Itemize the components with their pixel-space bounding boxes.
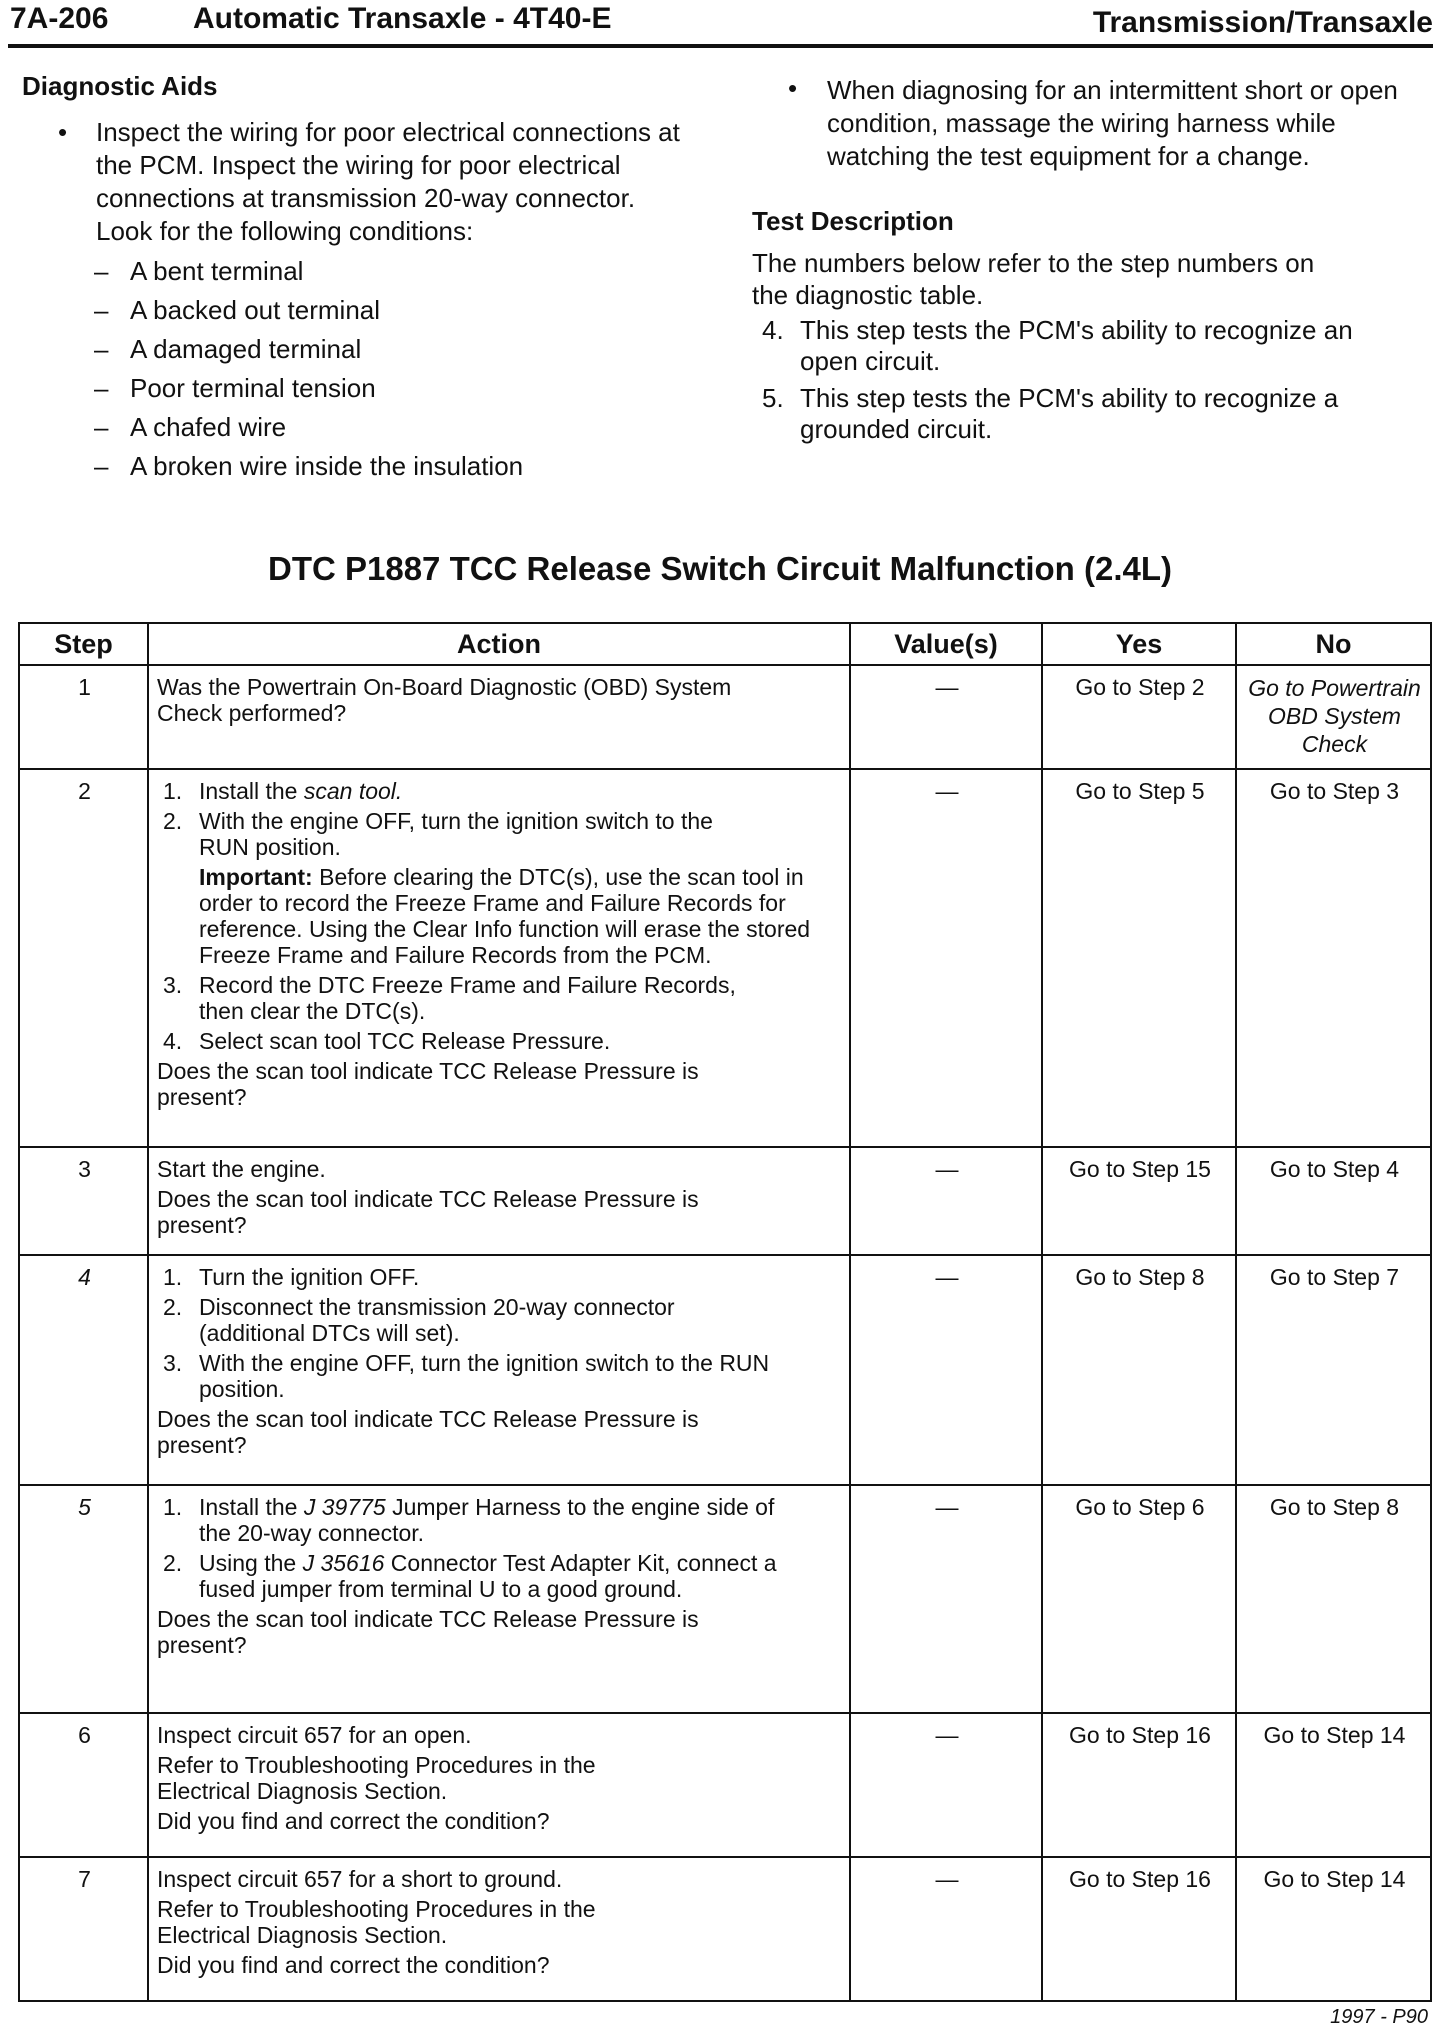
no-cell: Go to Step 14 bbox=[1236, 1857, 1431, 2001]
diagnostic-aids-heading: Diagnostic Aids bbox=[22, 71, 218, 101]
diagnostic-aids bbox=[22, 70, 742, 486]
table-row bbox=[19, 1713, 1431, 1857]
substep: 1. Turn the ignition OFF. bbox=[163, 1264, 420, 1290]
section-title: Transmission/Transaxle bbox=[1092, 6, 1433, 39]
yes-cell: Go to Step 16 bbox=[1042, 1713, 1236, 1857]
question: Does the scan tool indicate TCC Release Pressure is present? bbox=[157, 1406, 699, 1458]
tool-name: J 35616 bbox=[302, 1550, 385, 1576]
yes-cell: Go to Step 2 bbox=[1042, 665, 1236, 769]
question: Does the scan tool indicate TCC Release Pressure is present? bbox=[157, 1058, 699, 1110]
list-item: 4. This step tests the PCM's ability to recognize an open circuit. bbox=[762, 315, 1353, 376]
substep: 4. Select scan tool TCC Release Pressure. bbox=[163, 1028, 611, 1054]
no-cell: Go to Step 3 bbox=[1236, 769, 1431, 1147]
condition-list bbox=[22, 252, 742, 486]
table-row bbox=[19, 1147, 1431, 1255]
substep: 2. Disconnect the transmission 20-way connector (additional DTCs will set). bbox=[163, 1294, 675, 1346]
bullet-icon: • bbox=[58, 117, 68, 147]
substep: 1. Install the scan tool. bbox=[163, 778, 403, 804]
manual-title: Automatic Transaxle - 4T40-E bbox=[193, 2, 612, 35]
step-number: 3 bbox=[19, 1147, 148, 1255]
refer-text: Refer to Troubleshooting Procedures in the Electrical Diagnosis Section. bbox=[157, 1896, 596, 1948]
substep: 1. Install the J 39775 Jumper Harness to the engine side of the 20-way connector. bbox=[163, 1494, 775, 1546]
value-cell: — bbox=[850, 1857, 1042, 2001]
table-title: DTC P1887 TCC Release Switch Circuit Malfunction (2.4L) bbox=[267, 550, 1173, 587]
tool-name: J 39775 bbox=[303, 1494, 386, 1520]
list-item: – A broken wire inside the insulation bbox=[94, 451, 524, 481]
bullet-icon: • bbox=[788, 73, 798, 103]
right-column bbox=[752, 74, 1412, 451]
no-cell: Go to Step 4 bbox=[1236, 1147, 1431, 1255]
step-number: 4 bbox=[19, 1255, 148, 1485]
table-header-row bbox=[19, 623, 1431, 665]
header-yes: Yes bbox=[1042, 623, 1236, 665]
substep: 3. With the engine OFF, turn the ignition switch to the RUN position. bbox=[163, 1350, 770, 1402]
table-row bbox=[19, 665, 1431, 769]
test-description-intro: The numbers below refer to the step numbers on the diagnostic table. bbox=[752, 248, 1315, 310]
no-cell bbox=[1236, 665, 1431, 769]
question: Did you find and correct the condition? bbox=[157, 1808, 550, 1834]
action-text: Inspect circuit 657 for a short to ground. bbox=[157, 1866, 563, 1892]
yes-cell: Go to Step 15 bbox=[1042, 1147, 1236, 1255]
no-link: Go to Powertrain OBD System Check bbox=[1248, 675, 1421, 757]
header-values: Value(s) bbox=[850, 623, 1042, 665]
table-row bbox=[19, 1857, 1431, 2001]
question: Did you find and correct the condition? bbox=[157, 1952, 550, 1978]
page-number: 7A-206 bbox=[10, 2, 109, 35]
table-row bbox=[19, 769, 1431, 1147]
value-cell: — bbox=[850, 1713, 1042, 1857]
step-number: 7 bbox=[19, 1857, 148, 2001]
action-cell bbox=[148, 1147, 850, 1255]
substep: 2. With the engine OFF, turn the ignition switch to the RUN position. bbox=[163, 808, 713, 860]
intermittent-bullet: • When diagnosing for an intermittent short or open condition, massage the wiring harness while watching the test equipment for a change. bbox=[788, 73, 1398, 171]
value-cell: — bbox=[850, 1147, 1042, 1255]
question: Does the scan tool indicate TCC Release Pressure is present? bbox=[157, 1606, 699, 1658]
step-number: 1 bbox=[19, 665, 148, 769]
header-step: Step bbox=[19, 623, 148, 665]
list-item: 5. This step tests the PCM's ability to recognize a grounded circuit. bbox=[762, 383, 1339, 444]
list-item: – A bent terminal bbox=[94, 256, 304, 286]
refer-text: Refer to Troubleshooting Procedures in the Electrical Diagnosis Section. bbox=[157, 1752, 596, 1804]
table-row bbox=[19, 1485, 1431, 1713]
test-description bbox=[752, 205, 1412, 445]
value-cell: — bbox=[850, 665, 1042, 769]
diagnostic-table bbox=[18, 622, 1432, 2002]
list-item: – A damaged terminal bbox=[94, 334, 362, 364]
page-footer: 1997 - P90 bbox=[1330, 2006, 1428, 2028]
list-item: – A backed out terminal bbox=[94, 295, 381, 325]
action-cell bbox=[148, 1713, 850, 1857]
action-cell bbox=[148, 1255, 850, 1485]
question: Does the scan tool indicate TCC Release Pressure is present? bbox=[157, 1186, 699, 1238]
no-cell: Go to Step 7 bbox=[1236, 1255, 1431, 1485]
action-cell bbox=[148, 769, 850, 1147]
action-cell bbox=[148, 1485, 850, 1713]
yes-cell: Go to Step 16 bbox=[1042, 1857, 1236, 2001]
action-text: Start the engine. bbox=[157, 1156, 326, 1182]
list-item: – Poor terminal tension bbox=[94, 373, 376, 403]
wiring-bullet-text: Inspect the wiring for poor electrical connections at the PCM. Inspect the wiring for poor electrical connections at transmission 20-way connector. Look for the following conditions: bbox=[96, 117, 680, 246]
step-number: 6 bbox=[19, 1713, 148, 1857]
page-header bbox=[8, 0, 1433, 52]
no-cell: Go to Step 8 bbox=[1236, 1485, 1431, 1713]
value-cell: — bbox=[850, 1485, 1042, 1713]
wiring-bullet bbox=[22, 116, 696, 248]
list-item: – A chafed wire bbox=[94, 412, 287, 442]
header-no: No bbox=[1236, 623, 1431, 665]
yes-cell: Go to Step 8 bbox=[1042, 1255, 1236, 1485]
question: Was the Powertrain On-Board Diagnostic (OBD) System Check performed? bbox=[157, 674, 732, 726]
yes-cell: Go to Step 6 bbox=[1042, 1485, 1236, 1713]
value-cell: — bbox=[850, 1255, 1042, 1485]
substep: 3. Record the DTC Freeze Frame and Failure Records, then clear the DTC(s). bbox=[163, 972, 736, 1024]
value-cell: — bbox=[850, 769, 1042, 1147]
test-description-heading: Test Description bbox=[752, 206, 954, 236]
action-cell bbox=[148, 1857, 850, 2001]
step-number: 2 bbox=[19, 769, 148, 1147]
test-description-list bbox=[752, 315, 1412, 445]
important-note: Important: Before clearing the DTC(s), use the scan tool in order to record the Freeze Frame and Failure Records for reference. Using the Clear Info function will erase the stored Freeze Frame and Failure Records from the PCM. bbox=[199, 864, 811, 968]
step-number: 5 bbox=[19, 1485, 148, 1713]
yes-cell: Go to Step 5 bbox=[1042, 769, 1236, 1147]
no-cell: Go to Step 14 bbox=[1236, 1713, 1431, 1857]
action-text: Inspect circuit 657 for an open. bbox=[157, 1722, 472, 1748]
substep: 2. Using the J 35616 Connector Test Adapter Kit, connect a fused jumper from terminal U to a good ground. bbox=[163, 1550, 777, 1602]
header-action: Action bbox=[148, 623, 850, 665]
table-row bbox=[19, 1255, 1431, 1485]
action-cell bbox=[148, 665, 850, 769]
header-rule bbox=[8, 44, 1433, 48]
